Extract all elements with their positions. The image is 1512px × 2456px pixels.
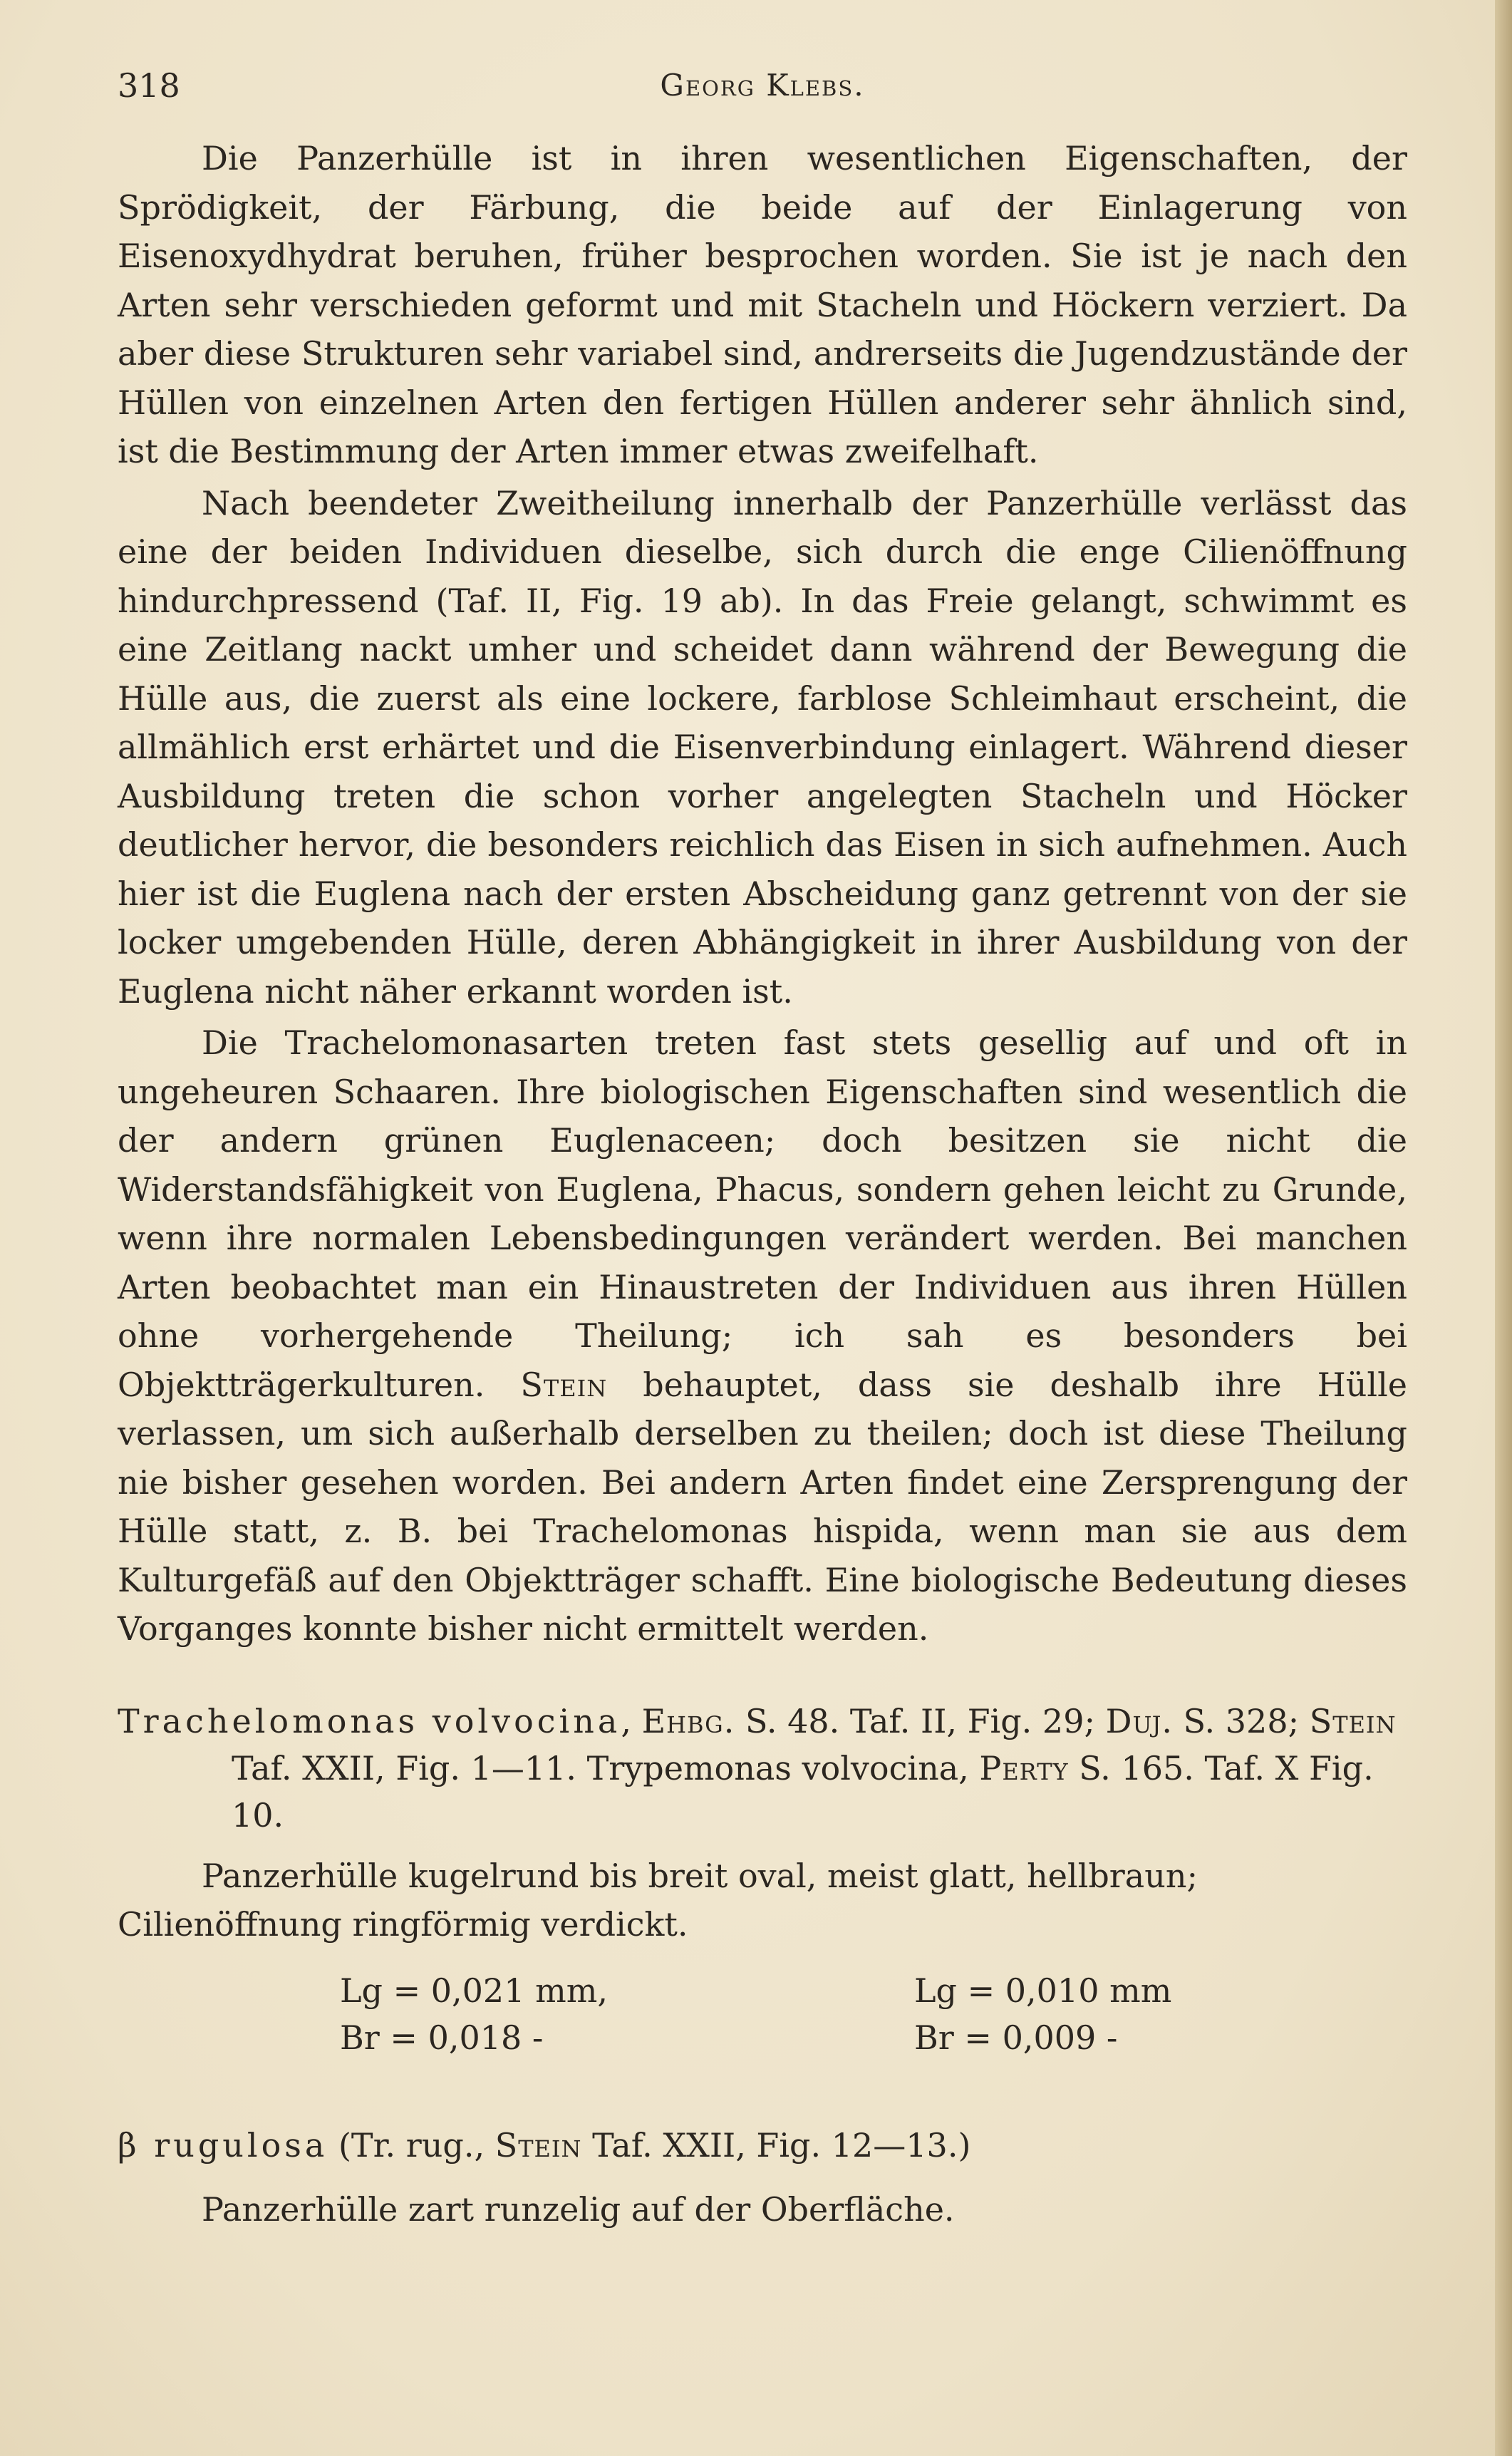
measurement-breadth-2: Br = 0,009 - (914, 2018, 1118, 2057)
paragraph-3-text-b: behauptet, dass sie deshalb ihre Hülle verlassen, um sich außerhalb derselben zu theilen; doch ist diese Theilung nie bisher gesehen worden. Bei andern Arten findet eine Zersprengung der Hülle statt, z. B. bei Trachelomonas hispida, wenn man sie aus dem Kulturgefäß auf den Objektträger schafft. Eine biologische Bedeutung dieses Vorganges konnte bisher nicht ermittelt werden. (118, 1365, 1408, 1648)
variety-name: β rugulosa (118, 2125, 328, 2165)
measurement-column-1 (340, 1967, 739, 2061)
measurement-breadth-1: Br = 0,018 - (340, 2018, 544, 2057)
paragraph-3-text-a: Die Trachelomonasarten treten fast stets gesellig auf und oft in ungeheuren Schaaren. Ihre biologischen Eigenschaften sind wesentlich die der andern grünen Euglenaceen; doch besitzen sie nicht die Widerstandsfähigkeit von Euglena, Phacus, sondern gehen leicht zu Grunde, wenn ihre normalen Lebensbedingungen verändert werden. Bei manchen Arten beobachtet man ein Hinaustreten der Individuen aus ihren Hüllen ohne vorhergehende Theilung; ich sah es besonders bei Objektträgerkulturen. (118, 1023, 1407, 1404)
variety-heading (118, 2121, 1407, 2169)
author-name: Stein (520, 1365, 608, 1404)
reference-2: S. 328; (1173, 1701, 1310, 1740)
species-separator: , (621, 1701, 642, 1740)
measurement-length-2: Lg = 0,010 mm (914, 1971, 1172, 2010)
species-name: Trachelomonas volvocina (118, 1701, 621, 1740)
measurements-table (118, 1967, 1407, 2064)
reference-1: S. 48. Taf. II, Fig. 29; (735, 1701, 1106, 1740)
page-content (118, 57, 1407, 2234)
author-ehbg: Ehbg. (641, 1701, 735, 1740)
variety-author: Stein (494, 2125, 582, 2165)
paragraph-3 (118, 1018, 1407, 1653)
paragraph-2: Nach beendeter Zweitheilung innerhalb der Panzerhülle verlässt das eine der beiden Individuen dieselbe, sich durch die enge Cilienöffnung hindurchpressend (Taf. II, Fig. 19 ab). In das Freie gelangt, schwimmt es eine Zeitlang nackt umher und scheidet dann während der Bewegung die Hülle aus, die zuerst als eine lockere, farblose Schleimhaut erscheint, die allmählich erst erhärtet und die Eisenverbindung einlagert. Während dieser Ausbildung treten die schon vorher angelegten Stacheln und Höcker deutlicher hervor, die besonders reichlich das Eisen in sich aufnehmen. Auch hier ist die Euglena nach der ersten Abscheidung ganz getrennt von der sie locker umgebenden Hülle, deren Abhängigkeit in ihrer Ausbildung von der Euglena nicht näher erkannt worden ist. (118, 483, 1407, 1011)
variety-ref-close: Taf. XXII, Fig. 12—13.) (581, 2125, 971, 2165)
page-number: 318 (118, 66, 180, 105)
species-description: Panzerhülle kugelrund bis breit oval, meist glatt, hellbraun; Cilienöffnung ringförmig verdickt. (118, 1856, 1198, 1944)
paragraph-1: Die Panzerhülle ist in ihren wesentlichen Eigenschaften, der Sprödigkeit, der Färbung, die beide auf der Einlagerung von Eisenoxydhydrat beruhen, früher besprochen worden. Sie ist je nach den Arten sehr verschieden geformt und mit Stacheln und Höckern verziert. Da aber diese Strukturen sehr variabel sind, andrerseits die Jugendzustände der Hüllen von einzelnen Arten den fertigen Hüllen anderer sehr ähnlich sind, ist die Bestimmung der Arten immer etwas zweifelhaft. (118, 139, 1407, 470)
author-stein: Stein (1309, 1701, 1397, 1740)
reference-4: S. 165. Taf. X Fig. 10. (232, 1748, 1374, 1835)
running-header (118, 57, 1407, 114)
author-duj: Duj. (1105, 1701, 1174, 1740)
running-title: Georg Klebs. (660, 68, 865, 103)
author-perty: Perty (979, 1748, 1069, 1787)
reference-3: Taf. XXII, Fig. 1—11. Trypemonas volvocina, (232, 1748, 980, 1787)
variety-description: Panzerhülle zart runzelig auf der Oberfläche. (202, 2189, 955, 2229)
measurement-column-2 (914, 1967, 1313, 2061)
page-edge (1495, 0, 1512, 2456)
measurement-length-1: Lg = 0,021 mm, (340, 1971, 608, 2010)
species-heading (118, 1698, 1407, 1839)
variety-ref-open: (Tr. rug., (328, 2125, 495, 2165)
